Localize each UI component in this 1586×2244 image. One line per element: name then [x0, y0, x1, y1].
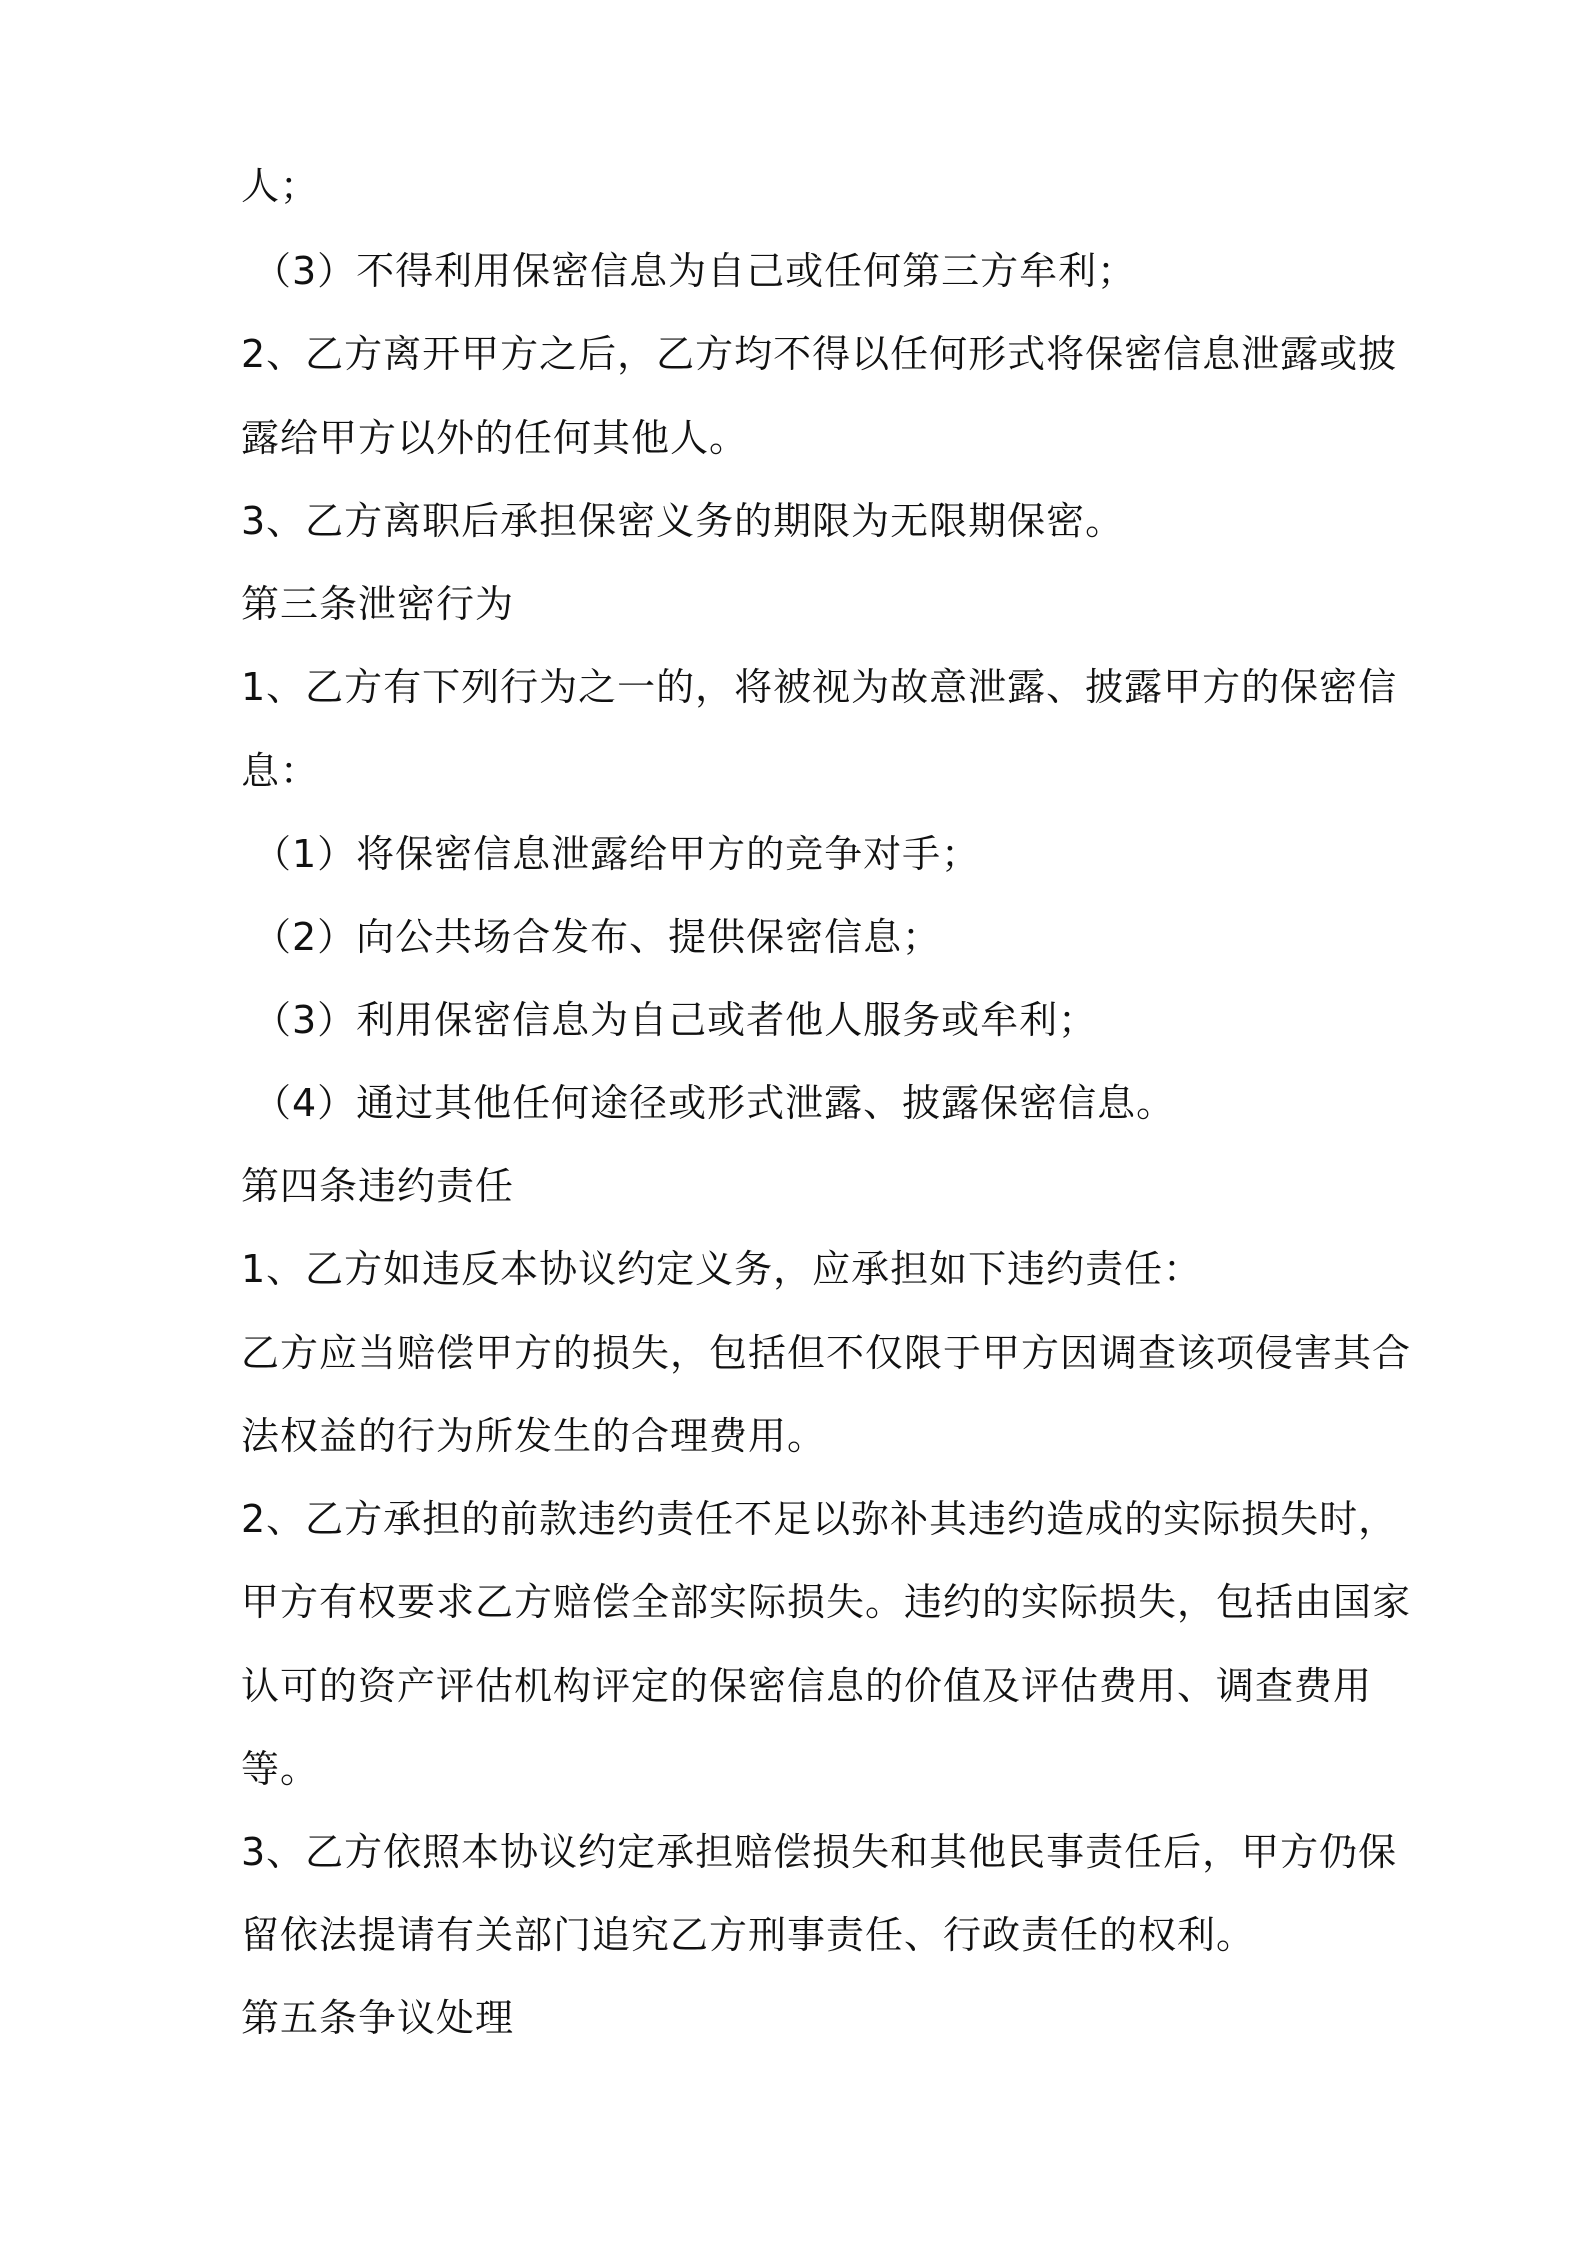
text-line: 3、乙方离职后承担保密义务的期限为无限期保密。 — [241, 499, 1125, 543]
text-line: 息： — [241, 749, 320, 793]
text-line: 露给甲方以外的任何其他人。 — [241, 416, 749, 460]
text-line: 1、乙方有下列行为之一的，将被视为故意泄露、披露甲方的保密信 — [241, 665, 1398, 709]
text-line: 认可的资产评估机构评定的保密信息的价值及评估费用、调查费用 — [241, 1664, 1373, 1708]
text-line: 人； — [241, 164, 320, 208]
text-line: 1、乙方如违反本协议约定义务，应承担如下违约责任： — [241, 1247, 1203, 1291]
text-line: 2、乙方承担的前款违约责任不足以弥补其违约造成的实际损失时， — [241, 1497, 1398, 1541]
text-line: （3）不得利用保密信息为自己或任何第三方牟利； — [253, 249, 1137, 293]
section-heading: 第四条违约责任 — [241, 1164, 515, 1208]
text-line: 留依法提请有关部门追究乙方刑事责任、行政责任的权利。 — [241, 1913, 1256, 1957]
text-line: 乙方应当赔偿甲方的损失，包括但不仅限于甲方因调查该项侵害其合 — [241, 1331, 1412, 1375]
section-heading: 第五条争议处理 — [241, 1996, 515, 2040]
list-item: （1）将保密信息泄露给甲方的竞争对手； — [253, 832, 981, 876]
list-item: （3）利用保密信息为自己或者他人服务或牟利； — [253, 998, 1098, 1042]
text-line: 甲方有权要求乙方赔偿全部实际损失。违约的实际损失，包括由国家 — [241, 1580, 1412, 1624]
text-line: 3、乙方依照本协议约定承担赔偿损失和其他民事责任后，甲方仍保 — [241, 1830, 1398, 1874]
section-heading: 第三条泄密行为 — [241, 582, 515, 626]
list-item: （2）向公共场合发布、提供保密信息； — [253, 915, 942, 959]
list-item: （4）通过其他任何途径或形式泄露、披露保密信息。 — [253, 1081, 1176, 1125]
text-line: 法权益的行为所发生的合理费用。 — [241, 1414, 827, 1458]
text-line: 2、乙方离开甲方之后，乙方均不得以任何形式将保密信息泄露或披 — [241, 332, 1398, 376]
text-line: 等。 — [241, 1747, 320, 1791]
